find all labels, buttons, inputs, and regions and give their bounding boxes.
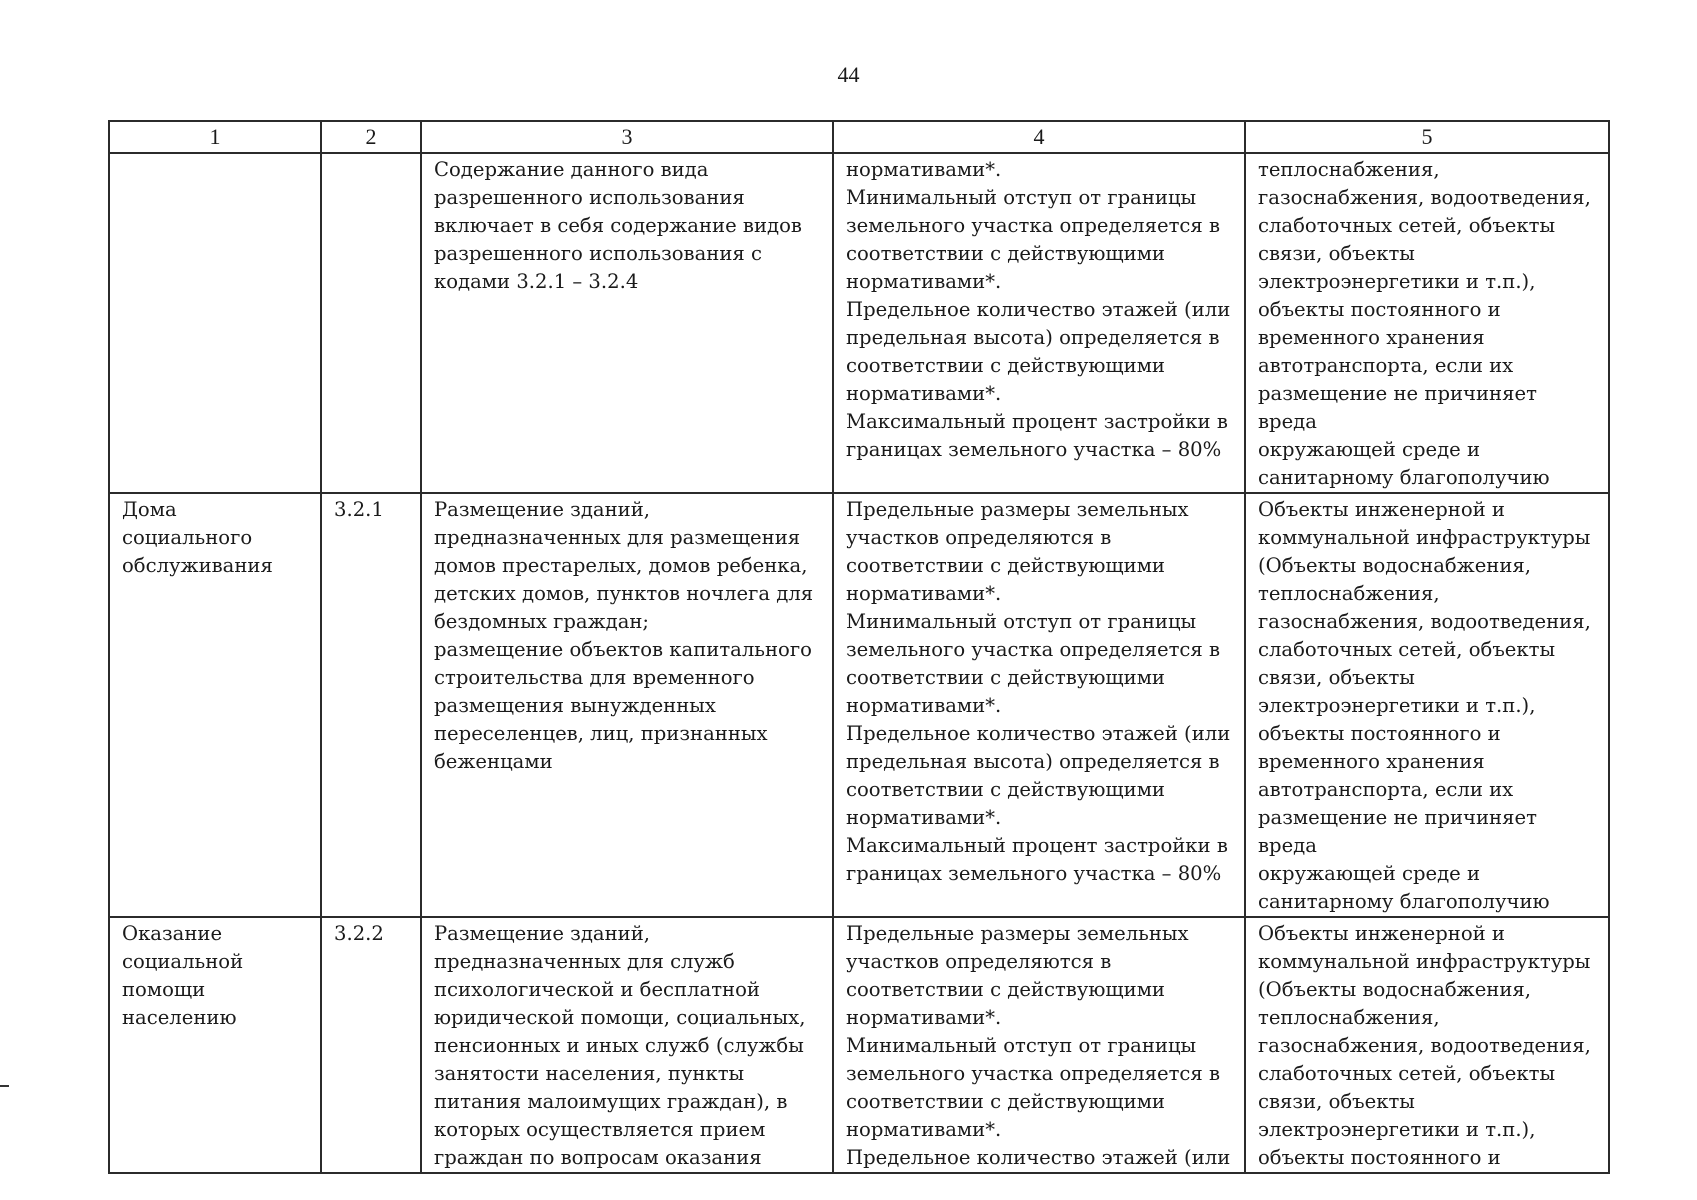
column-header-2: 2 (321, 121, 421, 153)
use-code: 3.2.2 (334, 922, 384, 945)
parameters-cell (833, 917, 1245, 1173)
use-description-cell (421, 917, 833, 1173)
column-header-5: 5 (1245, 121, 1609, 153)
auxiliary-uses-cell (1245, 153, 1609, 493)
column-header-3: 3 (421, 121, 833, 153)
auxiliary-uses-text: Объекты инженерной и коммунальной инфраструктуры (Объекты водоснабжения, теплоснабжения, газоснабжения, водоотведения, слаботочных сетей, объекты связи, объекты электроэнергетики и т.п.), объекты постоянного и временного хранения автотранспорта, если их размещение не причиняет вреда окружающей среде и санитарному благополучию (1258, 498, 1591, 913)
use-name: Оказание социальной помощи населению (122, 922, 244, 1029)
use-name-cell (109, 917, 321, 1173)
column-header-1: 1 (109, 121, 321, 153)
land-use-table (108, 120, 1610, 1174)
use-code: 3.2.1 (334, 498, 384, 521)
table-row (109, 917, 1609, 1173)
parameters-text: Предельные размеры земельных участков определяются в соответствии с действующими нормативами*. Минимальный отступ от границы земельного участка определяется в соответствии с действующими нормативами*. Предельное количество этажей (или предельная высота) определяется в соответствии с действующими нормативами*. Максимальный процент застройки в границах земельного участка – 80% (846, 498, 1231, 885)
parameters-text: нормативами*. Минимальный отступ от границы земельного участка определяется в соответствии с действующими нормативами*. Предельное количество этажей (или предельная высота) определяется в соответствии с действующими нормативами*. Максимальный процент застройки в границах земельного участка – 80% (846, 158, 1231, 461)
use-name-cell (109, 493, 321, 917)
use-description: Размещение зданий, предназначенных для размещения домов престарелых, домов ребенка, детских домов, пунктов ночлега для бездомных граждан; размещение объектов капитального строительства для временного размещения вынужденных переселенцев, лиц, признанных беженцами (434, 498, 814, 773)
auxiliary-uses-text: теплоснабжения, газоснабжения, водоотведения, слаботочных сетей, объекты связи, объекты электроэнергетики и т.п.), объекты постоянного и временного хранения автотранспорта, если их размещение не причиняет вреда окружающей среде и санитарному благополучию (1258, 158, 1591, 489)
column-header-4: 4 (833, 121, 1245, 153)
page-number: 44 (837, 62, 860, 87)
use-code-cell (321, 493, 421, 917)
use-description: Размещение зданий, предназначенных для служб психологической и бесплатной юридической помощи, социальных, пенсионных и иных служб (службы занятости населения, пункты питания малоимущих граждан), в которых осуществляется прием граждан по вопросам оказания (434, 922, 806, 1169)
use-code-cell (321, 917, 421, 1173)
auxiliary-uses-cell (1245, 493, 1609, 917)
use-name-cell (109, 153, 321, 493)
table-row (109, 153, 1609, 493)
header-row (109, 121, 1609, 153)
margin-mark (0, 1085, 9, 1087)
auxiliary-uses-text: Объекты инженерной и коммунальной инфраструктуры (Объекты водоснабжения, теплоснабжения, газоснабжения, водоотведения, слаботочных сетей, объекты связи, объекты электроэнергетики и т.п.), объекты постоянного и (1258, 922, 1591, 1169)
use-code-cell (321, 153, 421, 493)
table-row (109, 493, 1609, 917)
auxiliary-uses-cell (1245, 917, 1609, 1173)
use-description: Содержание данного вида разрешенного использования включает в себя содержание видов разрешенного использования с кодами 3.2.1 – 3.2.4 (434, 158, 802, 293)
parameters-text: Предельные размеры земельных участков определяются в соответствии с действующими нормативами*. Минимальный отступ от границы земельного участка определяется в соответствии с действующими нормативами*. Предельное количество этажей (или (846, 922, 1231, 1169)
parameters-cell (833, 493, 1245, 917)
parameters-cell (833, 153, 1245, 493)
use-description-cell (421, 493, 833, 917)
use-name: Дома социального обслуживания (122, 498, 273, 577)
use-description-cell (421, 153, 833, 493)
